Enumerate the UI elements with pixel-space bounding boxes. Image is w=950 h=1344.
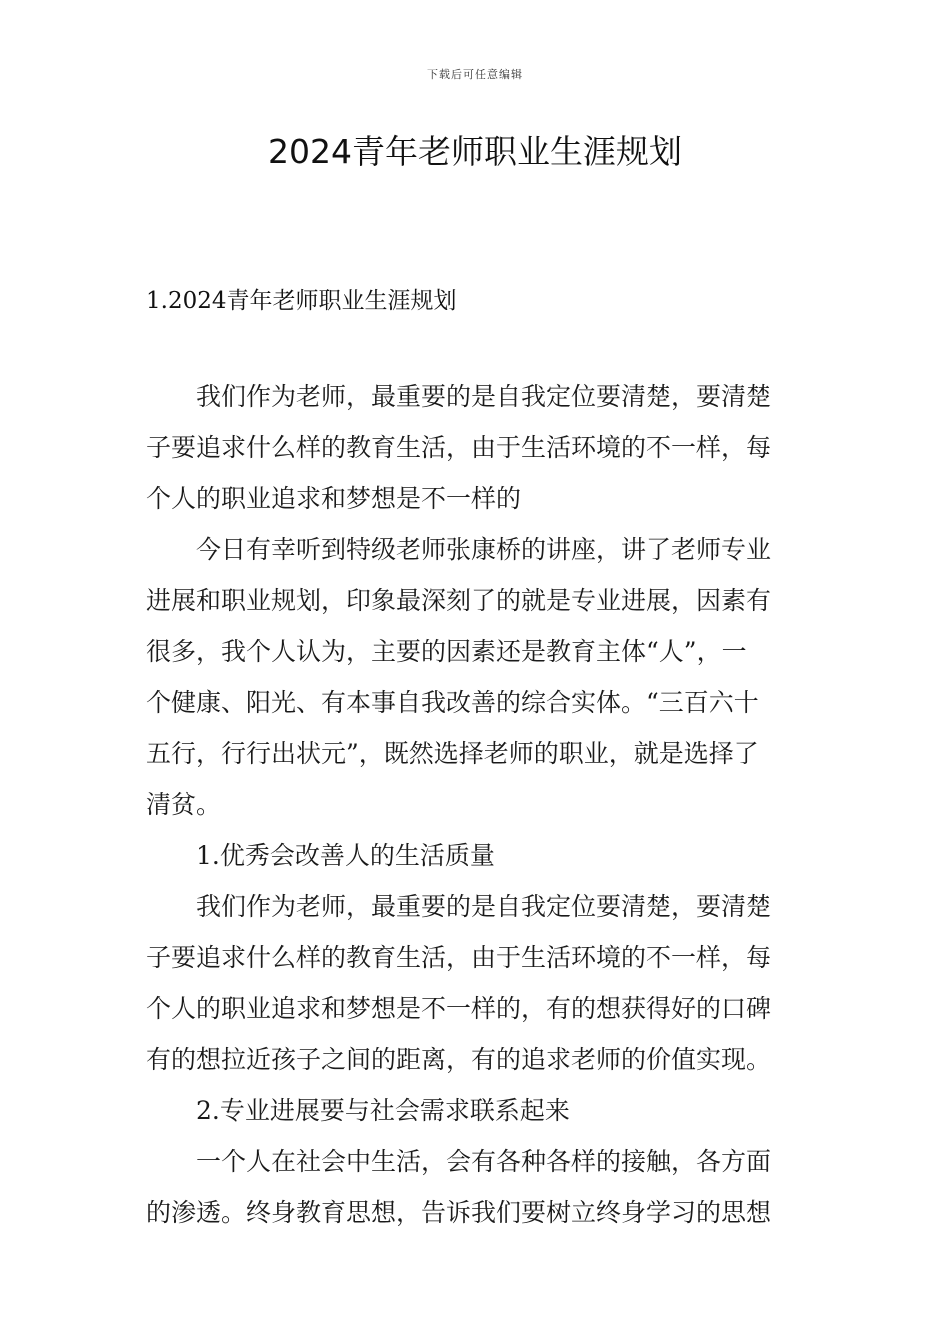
header-note: 下载后可任意编辑: [427, 68, 523, 81]
paragraph-line: 一个人在社会中生活，会有各种各样的接触，各方面: [196, 1147, 772, 1176]
paragraph-line: 我们作为老师，最重要的是自我定位要清楚，要清楚: [196, 892, 772, 921]
paragraph-line: 有的想拉近孩子之间的距离，有的追求老师的价值实现。: [146, 1045, 772, 1074]
subheading-line: 1.优秀会改善人的生活质量: [196, 841, 495, 870]
paragraph-line: 个人的职业追求和梦想是不一样的，有的想获得好的口碑: [146, 994, 772, 1023]
paragraph-line: 我们作为老师，最重要的是自我定位要清楚，要清楚: [196, 382, 772, 411]
subheading-line: 2.专业进展要与社会需求联系起来: [196, 1096, 570, 1125]
paragraph-line: 个健康、阳光、有本事自我改善的综合实体。“三百六十: [146, 688, 759, 717]
paragraph-line: 今日有幸听到特级老师张康桥的讲座，讲了老师专业: [196, 535, 772, 564]
paragraph-line: 进展和职业规划，印象最深刻了的就是专业进展，因素有: [146, 586, 772, 615]
body-text: [146, 376, 810, 1243]
paragraph-line: 个人的职业追求和梦想是不一样的: [146, 484, 522, 513]
section-heading: 1.2024青年老师职业生涯规划: [146, 288, 457, 314]
paragraph-line: 子要追求什么样的教育生活，由于生活环境的不一样，每: [146, 943, 772, 972]
paragraph-line: 五行，行行出状元”，既然选择老师的职业，就是选择了: [146, 739, 759, 768]
paragraph-line: 很多，我个人认为，主要的因素还是教育主体“人”，一: [146, 637, 747, 666]
paragraph-line: 的渗透。终身教育思想，告诉我们要树立终身学习的思想: [146, 1198, 772, 1227]
document-title: 2024青年老师职业生涯规划: [268, 132, 682, 171]
paragraph-line: 子要追求什么样的教育生活，由于生活环境的不一样，每: [146, 433, 772, 462]
paragraph-line: 清贫。: [146, 790, 222, 819]
